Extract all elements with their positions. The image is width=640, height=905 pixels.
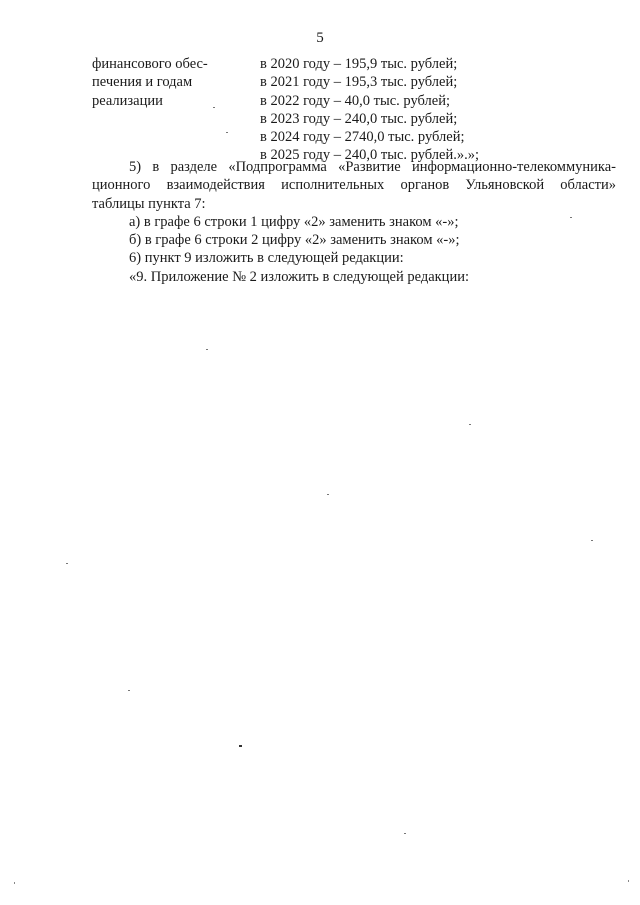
financing-years bbox=[260, 55, 560, 165]
paragraph-6: 6) пункт 9 изложить в следующей редакции: bbox=[129, 250, 404, 267]
financing-year-2021: в 2021 году – 195,3 тыс. рублей; bbox=[260, 74, 458, 91]
financing-year-2025: в 2025 году – 240,0 тыс. рублей.».»; bbox=[260, 147, 480, 164]
financing-year-2024: в 2024 году – 2740,0 тыс. рублей; bbox=[260, 129, 465, 146]
scan-speck bbox=[570, 217, 572, 218]
financing-year-2022: в 2022 году – 40,0 тыс. рублей; bbox=[260, 92, 451, 109]
body-text bbox=[92, 158, 616, 286]
scan-speck bbox=[327, 494, 329, 495]
scan-speck bbox=[128, 690, 130, 691]
scan-speck bbox=[628, 880, 629, 882]
financing-label-line: финансового обес- bbox=[92, 56, 208, 72]
scan-speck bbox=[66, 563, 68, 564]
paragraph-5-line-1: 5) в разделе «Подпрограмма «Развитие информационно-телекоммуника- bbox=[129, 159, 616, 175]
scan-speck bbox=[591, 540, 593, 541]
scan-speck bbox=[213, 107, 215, 108]
scan-speck bbox=[226, 132, 228, 133]
paragraph-5-line-3: таблицы пункта 7: bbox=[92, 195, 206, 212]
scan-speck bbox=[14, 882, 15, 884]
financing-label-line: реализации bbox=[92, 92, 163, 109]
paragraph-5 bbox=[92, 158, 616, 213]
page-number: 5 bbox=[316, 30, 324, 46]
paragraph-5-line-2: ционного взаимодействия исполнительных органов Ульяновской области» bbox=[92, 177, 616, 194]
financing-label bbox=[92, 55, 232, 110]
financing-label-line: печения и годам bbox=[92, 74, 193, 91]
financing-year-2023: в 2023 году – 240,0 тыс. рублей; bbox=[260, 110, 458, 127]
paragraph-a: а) в графе 6 строки 1 цифру «2» заменить знаком «-»; bbox=[129, 213, 459, 230]
scan-speck bbox=[239, 745, 242, 747]
paragraph-b: б) в графе 6 строки 2 цифру «2» заменить знаком «-»; bbox=[129, 232, 460, 249]
paragraph-9: «9. Приложение № 2 изложить в следующей редакции: bbox=[129, 268, 469, 285]
scan-speck bbox=[206, 349, 208, 350]
scan-speck bbox=[404, 833, 406, 834]
scan-speck bbox=[469, 424, 471, 425]
financing-year-2020: в 2020 году – 195,9 тыс. рублей; bbox=[260, 56, 458, 72]
